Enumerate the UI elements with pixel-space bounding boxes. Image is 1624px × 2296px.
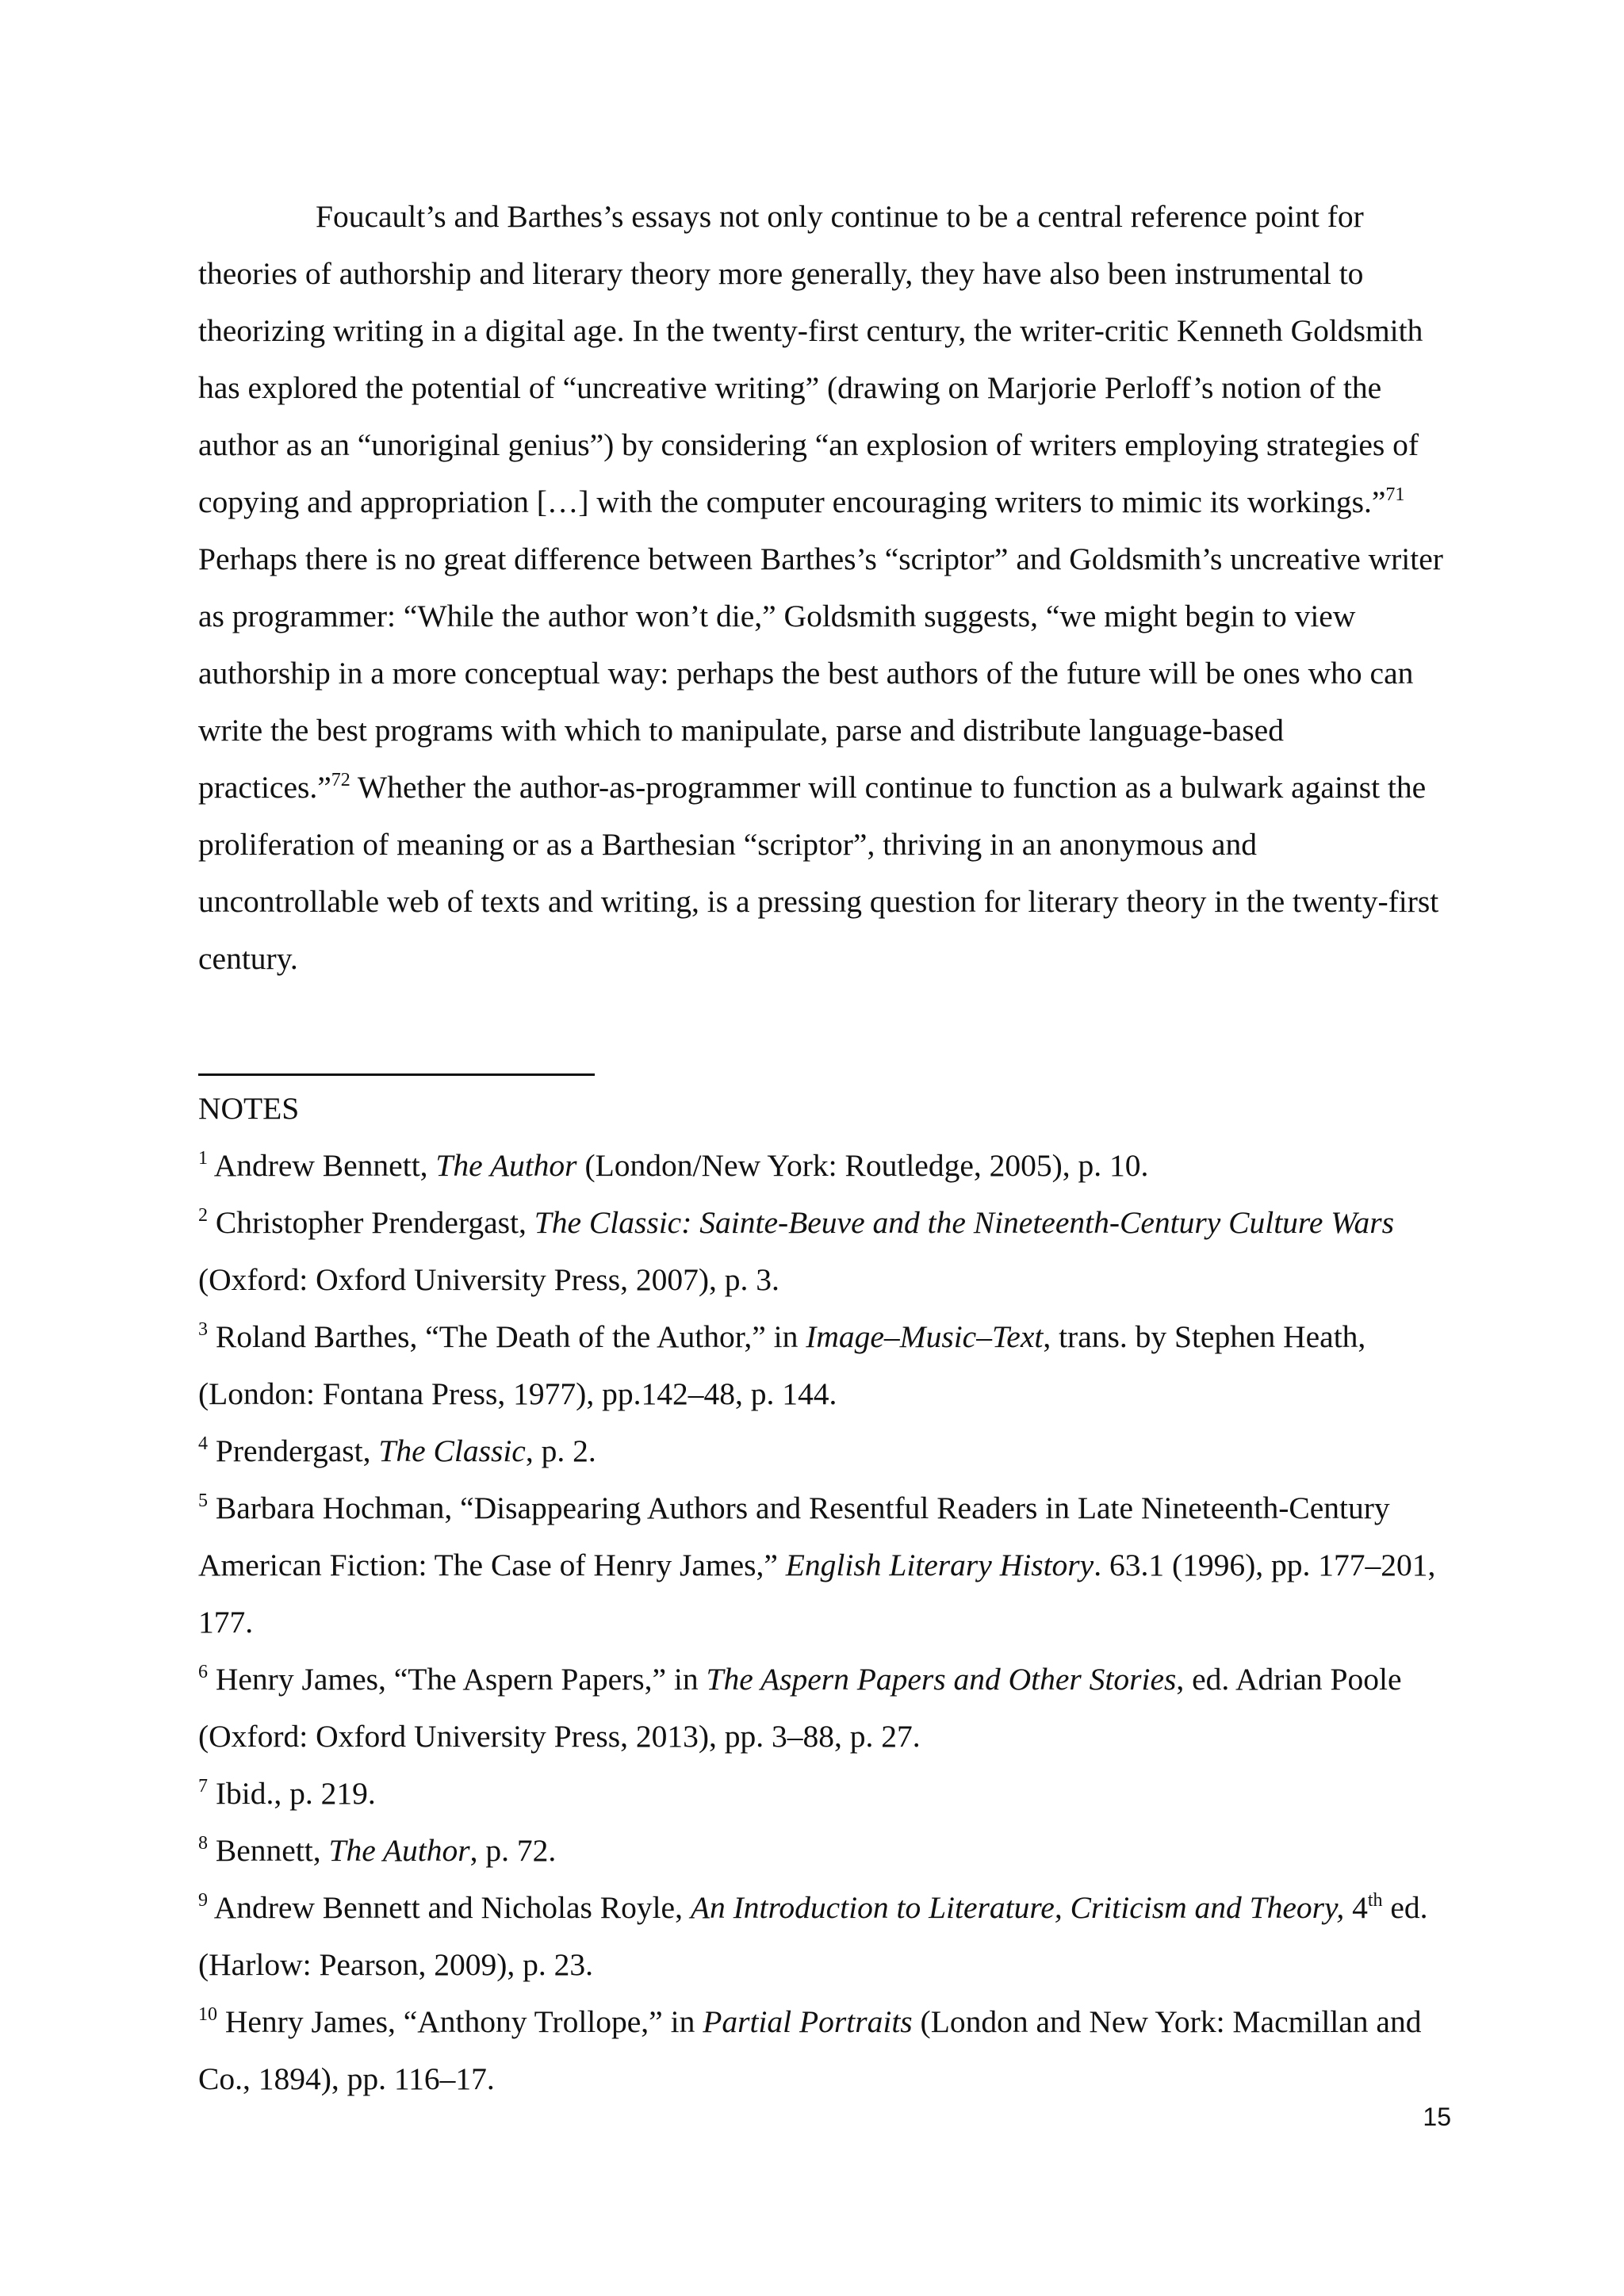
body-superscript: 71 — [1385, 484, 1405, 505]
footnote-4 — [198, 1422, 1451, 1479]
footnote-text: , trans. by Stephen Heath, (London: Fontana Press, 1977), pp.142–48, p. 144. — [198, 1319, 1366, 1411]
notes-section — [198, 1080, 1451, 2107]
footnote-italic-title: The Author — [328, 1833, 470, 1868]
footnote-number: 6 — [198, 1661, 208, 1682]
footnote-number: 1 — [198, 1147, 208, 1169]
footnote-text: Ibid., p. 219. — [208, 1776, 376, 1811]
body-text: Foucault’s and Barthes’s essays not only continue to be a central reference point for theories of authorship and literary theory more generally, they have also been instrumental to theorizing writing in a digital age. In the twenty-first century, the writer-critic Kenneth Goldsmith has explored the potential of “uncreative writing” (drawing on Marjorie Perloff’s notion of the author as an “unoriginal genius”) by considering “an explosion of writers employing strategies of copying and appropriation […] with the computer encouraging writers to mimic its workings.” — [198, 199, 1423, 519]
footnote-1 — [198, 1137, 1451, 1194]
footnote-text: Barbara Hochman, “Disappearing Authors and Resentful Readers in Late Nineteenth-Century American Fiction: The Case of Henry James,” — [198, 1490, 1390, 1582]
footnote-text: , p. 72. — [469, 1833, 557, 1868]
footnote-italic-title: An Introduction to Literature, Criticism and Theory, — [690, 1890, 1345, 1925]
footnote-number: 5 — [198, 1490, 208, 1511]
footnote-text: Andrew Bennett and Nicholas Royle, — [208, 1890, 691, 1925]
footnote-text: Bennett, — [208, 1833, 329, 1868]
footnote-italic-title: The Classic: Sainte-Beuve and the Nineteenth-Century Culture Wars — [534, 1205, 1395, 1240]
footnote-number: 3 — [198, 1318, 208, 1340]
footnote-text: (Oxford: Oxford University Press, 2007), p. 3. — [198, 1262, 779, 1297]
footnote-text: , p. 2. — [525, 1433, 596, 1468]
footnote-italic-title: The Classic — [378, 1433, 526, 1468]
footnote-6 — [198, 1651, 1451, 1765]
footnote-number: 7 — [198, 1775, 208, 1797]
footnote-number: 10 — [198, 2003, 217, 2025]
footnote-text: Henry James, “The Aspern Papers,” in — [208, 1662, 707, 1697]
page-content — [198, 188, 1443, 987]
footnote-text: . 63.1 (1996), pp. 177–201, 177. — [198, 1548, 1436, 1640]
footnote-number: 9 — [198, 1889, 208, 1911]
footnote-text: Henry James, “Anthony Trollope,” in — [217, 2004, 703, 2039]
footnote-text: Roland Barthes, “The Death of the Author,” in — [208, 1319, 806, 1354]
footnote-7 — [198, 1765, 1451, 1822]
footnote-8 — [198, 1822, 1451, 1879]
footnote-italic-title: Image–Music–Text — [806, 1319, 1044, 1354]
footnote-italic-title: English Literary History — [785, 1548, 1094, 1582]
footnote-text: Andrew Bennett, — [208, 1148, 436, 1183]
footnote-2 — [198, 1194, 1451, 1308]
footnote-text: ed. (Harlow: Pearson, 2009), p. 23. — [198, 1890, 1428, 1982]
footnote-number: 2 — [198, 1204, 208, 1226]
footnote-text: Prendergast, — [208, 1433, 379, 1468]
notes-list — [198, 1137, 1451, 2107]
footnote-italic-title: The Aspern Papers and Other Stories — [706, 1662, 1177, 1697]
footnote-italic-title: The Author — [435, 1148, 577, 1183]
body-text: Whether the author-as-programmer will continue to function as a bulwark against the proliferation of meaning or as a Barthesian “scriptor”, thriving in an anonymous and uncontrollable web of texts and writing, is a pressing question for literary theory in the twenty-first century. — [198, 770, 1439, 976]
footnote-10 — [198, 1993, 1451, 2107]
footnote-5 — [198, 1479, 1451, 1651]
footnote-text: (London/New York: Routledge, 2005), p. 10. — [576, 1148, 1149, 1183]
footnote-text: Christopher Prendergast, — [208, 1205, 534, 1240]
footnote-9 — [198, 1879, 1451, 1993]
notes-divider — [198, 1073, 595, 1076]
footnote-superscript: th — [1367, 1889, 1383, 1911]
footnote-text: , ed. Adrian Poole (Oxford: Oxford University Press, 2013), pp. 3–88, p. 27. — [198, 1662, 1402, 1754]
footnote-3 — [198, 1308, 1451, 1422]
footnote-number: 8 — [198, 1832, 208, 1854]
footnote-text: (London and New York: Macmillan and Co., 1894), pp. 116–17. — [198, 2004, 1422, 2096]
page-number: 15 — [1423, 2103, 1451, 2131]
footnote-text: 4 — [1344, 1890, 1368, 1925]
body-superscript: 72 — [331, 769, 350, 790]
body-text: Perhaps there is no great difference between Barthes’s “scriptor” and Goldsmith’s uncreative writer as programmer: “While the author won’t die,” Goldsmith suggests, “we might begin to view authorship in a more conceptual way: perhaps the best authors of the future will be ones who can write the best programs with which to manipulate, parse and distribute language-based practices.” — [198, 541, 1443, 805]
footnote-number: 4 — [198, 1433, 208, 1454]
body-paragraph — [198, 188, 1443, 987]
footnote-italic-title: Partial Portraits — [703, 2004, 913, 2039]
notes-heading: NOTES — [198, 1091, 300, 1126]
